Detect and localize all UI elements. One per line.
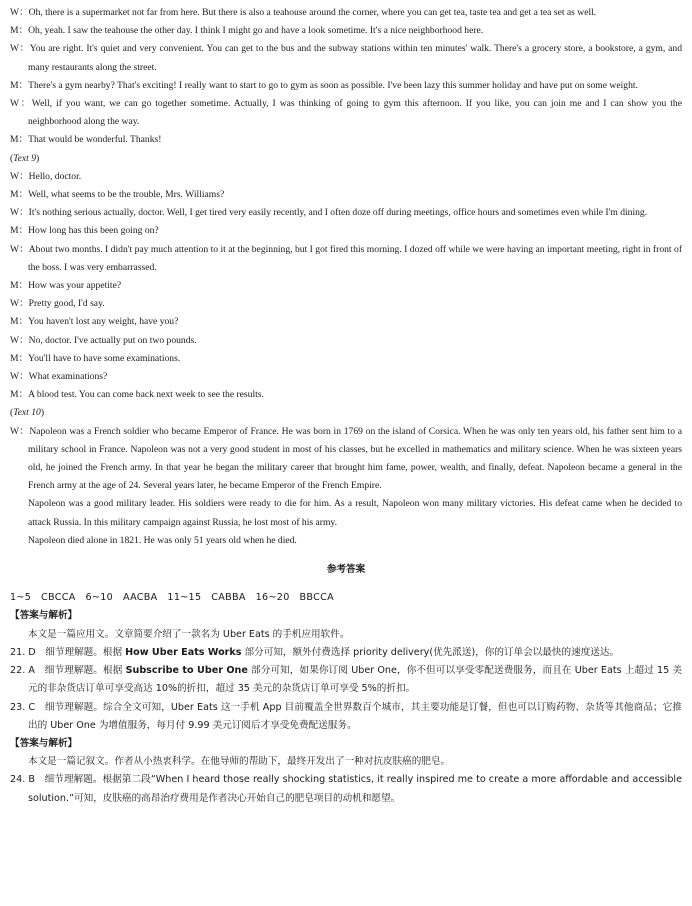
question-number: 23. C xyxy=(10,701,45,713)
dialogue-text: What examinations? xyxy=(28,371,108,383)
analysis-bold-term: How Uber Eats Works xyxy=(125,646,242,658)
speaker-separator: ： xyxy=(19,43,30,55)
speaker-label: W xyxy=(10,298,20,310)
dialogue-line xyxy=(10,332,682,350)
speaker-separator: ： xyxy=(19,170,29,182)
analysis-item xyxy=(10,644,682,662)
answer-heading: 参考答案 xyxy=(326,563,366,575)
analysis-item xyxy=(10,699,682,735)
speaker-label: M xyxy=(10,79,19,91)
dialogue-line xyxy=(10,22,682,40)
speaker-separator: ： xyxy=(18,225,29,237)
dialogue-line xyxy=(10,186,682,204)
speaker-label: W xyxy=(10,243,20,255)
monologue-text-10 xyxy=(10,423,682,550)
dialogue-line xyxy=(10,131,682,149)
speaker-label: W xyxy=(10,43,20,55)
analysis-text: 细节理解题。根据 xyxy=(44,665,126,677)
speaker-separator: ： xyxy=(19,207,29,219)
monologue-paragraph xyxy=(10,423,682,496)
dialogue-text-9 xyxy=(10,168,682,405)
dialogue-text: You are right. It's quiet and very convenient. You can get to the bus and the subway stations within ten minutes' walk. There's a grocery store, a bookstore, a gym, and many restaurants along the street. xyxy=(28,43,683,73)
speaker-label: W xyxy=(10,334,20,346)
speaker-separator: ： xyxy=(19,371,29,383)
question-number: 21. D xyxy=(10,646,46,658)
speaker-separator: ： xyxy=(19,98,32,110)
dialogue-text: Hello, doctor. xyxy=(28,170,82,182)
analysis-bold-term: Subscribe to Uber One xyxy=(125,665,248,677)
section-2-intro: 本文是一篇记叙文。作者从小热衷科学。在他导师的帮助下，最终开发出了一种对抗皮肤癌的肥皂。 xyxy=(28,756,451,768)
speaker-separator: ： xyxy=(18,389,29,401)
answer-key: 1~5 CBCCA 6~10 AACBA 11~15 CABBA 16~20 BBCCA xyxy=(10,592,334,604)
dialogue-text: No, doctor. I've actually put on two pounds. xyxy=(28,334,197,346)
dialogue-text: How was your appetite? xyxy=(28,280,122,292)
dialogue-line xyxy=(10,204,682,222)
analysis-item xyxy=(10,662,682,698)
question-number: 24. B xyxy=(10,774,45,786)
speaker-separator: ： xyxy=(18,189,29,201)
monologue-text: Napoleon died alone in 1821. He was only 51 years old when he died. xyxy=(28,534,297,546)
dialogue-line xyxy=(10,40,682,76)
speaker-label: M xyxy=(10,225,19,237)
dialogue-text: You haven't lost any weight, have you? xyxy=(28,316,179,328)
dialogue-line xyxy=(10,77,682,95)
analysis-heading-2: 【答案与解析】 xyxy=(10,737,78,749)
speaker-separator: ： xyxy=(18,79,29,91)
text-9-label-text: Text 9 xyxy=(13,152,37,164)
speaker-separator: ： xyxy=(19,7,29,18)
dialogue-text: It's nothing serious actually, doctor. Well, I get tired very easily recently, and I often doze off during meetings, office hours and sometimes even while I'm dining. xyxy=(28,207,648,219)
monologue-text: Napoleon was a good military leader. His soldiers were ready to die for him. As a result, Napoleon won many military victories. His defeat came when he decided to attack Russia. In this military campaign against Russia, he lost most of his army. xyxy=(28,498,682,528)
dialogue-text: A blood test. You can come back next week to see the results. xyxy=(28,389,264,401)
speaker-label: W： xyxy=(10,425,30,437)
analysis-text: 细节理解题。根据第二段“When I heard those really shocking statistics, it really inspired me to create a more affordable and accessible solution.”可知，皮肤癌的高昂治疗费用是作者决心开始自己的肥皂项目的动机和愿望。 xyxy=(28,774,682,804)
analysis-text: 细节理解题。根据 xyxy=(45,646,126,658)
dialogue-text: You'll have to have some examinations. xyxy=(28,352,181,364)
dialogue-text: About two months. I didn't pay much attention to it at the beginning, but I got fired this morning. I dozed off while we were having an important meeting, right in front of the boss. I was very embarrassed. xyxy=(28,243,683,273)
section-2-items xyxy=(10,771,682,807)
dialogue-text: How long has this been going on? xyxy=(28,225,159,237)
speaker-label: M xyxy=(10,25,19,37)
speaker-label: W xyxy=(10,207,20,219)
dialogue-line xyxy=(10,295,682,313)
speaker-label: M xyxy=(10,389,19,401)
dialogue-line xyxy=(10,241,682,277)
speaker-separator: ： xyxy=(18,352,29,364)
dialogue-text: There's a gym nearby? That's exciting! I really want to start to go to gym as soon as possible. I've been lazy this summer holiday and have put on some weight. xyxy=(28,79,638,91)
section-1-items xyxy=(10,644,682,735)
section-1-intro: 本文是一篇应用文。文章简要介绍了一款名为 Uber Eats 的手机应用软件。 xyxy=(28,628,350,640)
analysis-text: 部分可知，额外付费选择 priority delivery(优先派送)，你的订单会以最快的速度送达。 xyxy=(241,646,620,658)
speaker-label: W xyxy=(10,170,20,182)
dialogue-text: Oh, yeah. I saw the teahouse the other day. I think I might go and have a look sometime. It's a nice neighborhood here. xyxy=(28,25,484,37)
speaker-separator: ： xyxy=(18,25,29,37)
speaker-label: W xyxy=(10,7,20,18)
analysis-text: 部分可知，如果你订阅 Uber One，你不但可以享受零配送费服务，而且在 Uber Eats 上超过 15 美元的非杂货店订单可享受高达 10%的折扣，超过 35 美元的杂货店订单可享受 5%的折扣。 xyxy=(28,665,682,695)
speaker-label: M xyxy=(10,280,19,292)
dialogue-line xyxy=(10,386,682,404)
analysis-text: 细节理解题。综合全文可知，Uber Eats 这一手机 App 目前覆盖全世界数百个城市，其主要功能是订餐，但也可以订购药物、杂货等其他商品；它推出的 Uber One 为增值服务，每月付 9.99 美元订阅后才享受免费配送服务。 xyxy=(28,701,682,731)
speaker-label: M xyxy=(10,352,19,364)
analysis-item xyxy=(10,771,682,807)
speaker-separator: ： xyxy=(19,298,29,310)
dialogue-line xyxy=(10,95,682,131)
dialogue-text: That would be wonderful. Thanks! xyxy=(28,134,162,146)
question-number: 22. A xyxy=(10,665,45,677)
speaker-separator: ： xyxy=(18,316,29,328)
speaker-label: M xyxy=(10,134,19,146)
dialogue-line xyxy=(10,350,682,368)
dialogue-line xyxy=(10,4,682,22)
dialogue-text: Well, if you want, we can go together sometime. Actually, I was thinking of going to gym this afternoon. If you like, you can join me and I can show you the neighborhood along the way. xyxy=(28,98,682,128)
dialogue-text: Oh, there is a supermarket not far from here. But there is also a teahouse around the corner, where you can get tea, taste tea and get a tea set as well. xyxy=(28,7,597,18)
monologue-text: Napoleon was a French soldier who became Emperor of France. He was born in 1769 on the island of Corsica. When he was only ten years old, his father sent him to a military school in France. Napoleon was not a very good student in most of his classes, but he excelled in mathematics and military science. When he was sixteen years old, he joined the French army. In that year he began the military career that brought him fame, power, wealth, and finally, defeat. Napoleon became a general in the French army at the age of 24. Several years later, he became Emperor of the French Empire. xyxy=(28,425,682,492)
dialogue-text: Pretty good, I'd say. xyxy=(28,298,105,310)
dialogue-line xyxy=(10,368,682,386)
dialogue-line xyxy=(10,313,682,331)
text-10-label: (Text 10) xyxy=(10,407,45,419)
speaker-label: M xyxy=(10,316,19,328)
speaker-separator: ： xyxy=(19,243,29,255)
dialogue-text: Well, what seems to be the trouble, Mrs. Williams? xyxy=(28,189,225,201)
speaker-separator: ： xyxy=(18,134,29,146)
monologue-paragraph xyxy=(10,495,682,531)
speaker-label: W xyxy=(10,371,20,383)
dialogue-line xyxy=(10,222,682,240)
analysis-heading-1: 【答案与解析】 xyxy=(10,610,78,622)
dialogue-line xyxy=(10,168,682,186)
speaker-label: M xyxy=(10,189,19,201)
text-10-label-text: Text 10 xyxy=(13,407,41,419)
text-9-label: (Text 9) xyxy=(10,152,40,164)
monologue-paragraph xyxy=(10,532,682,550)
speaker-label: W xyxy=(10,98,20,110)
dialogue-text-8 xyxy=(10,4,682,150)
speaker-separator: ： xyxy=(19,334,29,346)
dialogue-line xyxy=(10,277,682,295)
speaker-separator: ： xyxy=(18,280,29,292)
